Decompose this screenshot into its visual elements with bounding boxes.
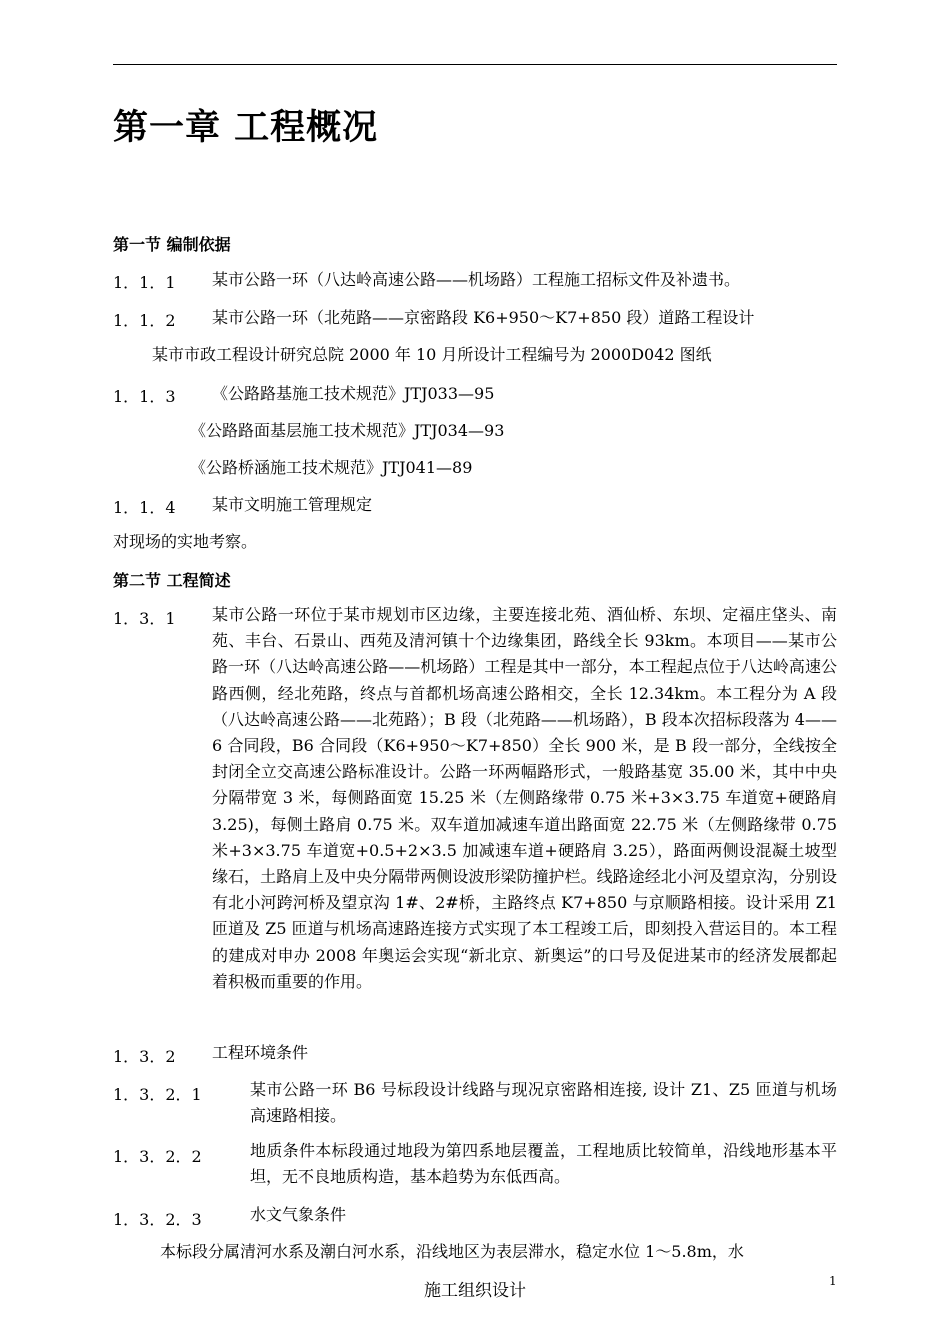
- item-text: 本标段分属清河水系及潮白河水系，沿线地区为表层滞水，稳定水位 1～5.8m，水: [160, 1242, 744, 1261]
- chapter-title: 第一章 工程概况: [113, 108, 379, 148]
- item-text: 某市文明施工管理规定: [212, 495, 373, 514]
- item-number: 1．1．1: [113, 273, 176, 292]
- item-number: 1．1．3: [113, 387, 176, 406]
- item-number: 1．3．1: [113, 609, 176, 628]
- item-text: 对现场的实地考察。: [113, 532, 258, 551]
- header-rule: [113, 64, 837, 65]
- item-text: 某市公路一环（北苑路——京密路段 K6+950～K7+850 段）道路工程设计: [212, 308, 755, 327]
- item-text: 水文气象条件: [250, 1205, 347, 1224]
- section-title-1: 第一节 编制依据: [113, 235, 231, 254]
- item-text: 《公路桥涵施工技术规范》JTJ041—89: [190, 458, 473, 477]
- item-text: 某市公路一环 B6 号标段设计线路与现况京密路相连接, 设计 Z1、Z5 匝道与机场高速路相接。: [250, 1080, 837, 1126]
- item-number: 1．3．2．2: [113, 1147, 202, 1166]
- item-number: 1．1．2: [113, 311, 176, 330]
- item-number: 1．3．2．1: [113, 1085, 202, 1104]
- item-text: 《公路路面基层施工技术规范》JTJ034—93: [190, 421, 505, 440]
- paragraph-project-overview: 某市公路一环位于某市规划市区边缘，主要连接北苑、酒仙桥、东坝、定福庄垡头、南苑、丰台、石景山、西苑及清河镇十个边缘集团，路线全长 93km。本项目——某市公路一环（八达岭高速公路——机场路）工程是其中一部分，本工程起点位于八达岭高速公路西侧，经北苑路，终点与首都机场高速公路相交，全长 12.34km。本工程分为 A 段（八达岭高速公路——北苑路）；B 段（北苑路——机场路），B 段本次招标段落为 4——6 合同段，B6 合同段（K6+950～K7+850）全长 900 米，是 B 段一部分，全线按全封闭全立交高速公路标准设计。公路一环两幅路形式，一般路基宽 35.00 米，其中中央分隔带宽 3 米，每侧路面宽 15.25 米（左侧路缘带 0.75 米+3×3.75 车道宽+硬路肩 3.25)，每侧土路肩 0.75 米。双车道加减速车道出路面宽 22.75 米（左侧路缘带 0.75 米+3×3.75 车道宽+0.5+2×3.5 加减速车道+硬路肩 3.25），路面两侧设混凝土坡型缘石，土路肩上及中央分隔带两侧设波形梁防撞护栏。线路途经北小河及望京沟，分别设有北小河跨河桥及望京沟 1#、2#桥，主路终点 K7+850 与京顺路相接。设计采用 Z1 匝道及 Z5 匝道与机场高速路连接方式实现了本工程竣工后，即刻投入营运目的。本工程的建成对申办 2008 年奥运会实现“新北京、新奥运”的口号及促进某市的经济发展都起着积极而重要的作用。: [212, 605, 837, 991]
- item-text: 地质条件本标段通过地段为第四系地层覆盖，工程地质比较简单，沿线地形基本平坦，无不良地质构造，基本趋势为东低西高。: [250, 1141, 837, 1187]
- footer-title: 施工组织设计: [424, 1281, 526, 1301]
- item-number: 1．3．2: [113, 1047, 176, 1066]
- item-text: 某市市政工程设计研究总院 2000 年 10 月所设计工程编号为 2000D042 图纸: [152, 345, 712, 364]
- section-title-2: 第二节 工程简述: [113, 571, 231, 590]
- item-text: 《公路路基施工技术规范》JTJ033—95: [212, 384, 495, 403]
- page-number: 1: [829, 1274, 837, 1288]
- item-number: 1．3．2．3: [113, 1210, 202, 1229]
- item-number: 1．1．4: [113, 498, 176, 517]
- item-text: 某市公路一环（八达岭高速公路——机场路）工程施工招标文件及补遗书。: [212, 270, 741, 289]
- item-text: 工程环境条件: [212, 1043, 309, 1062]
